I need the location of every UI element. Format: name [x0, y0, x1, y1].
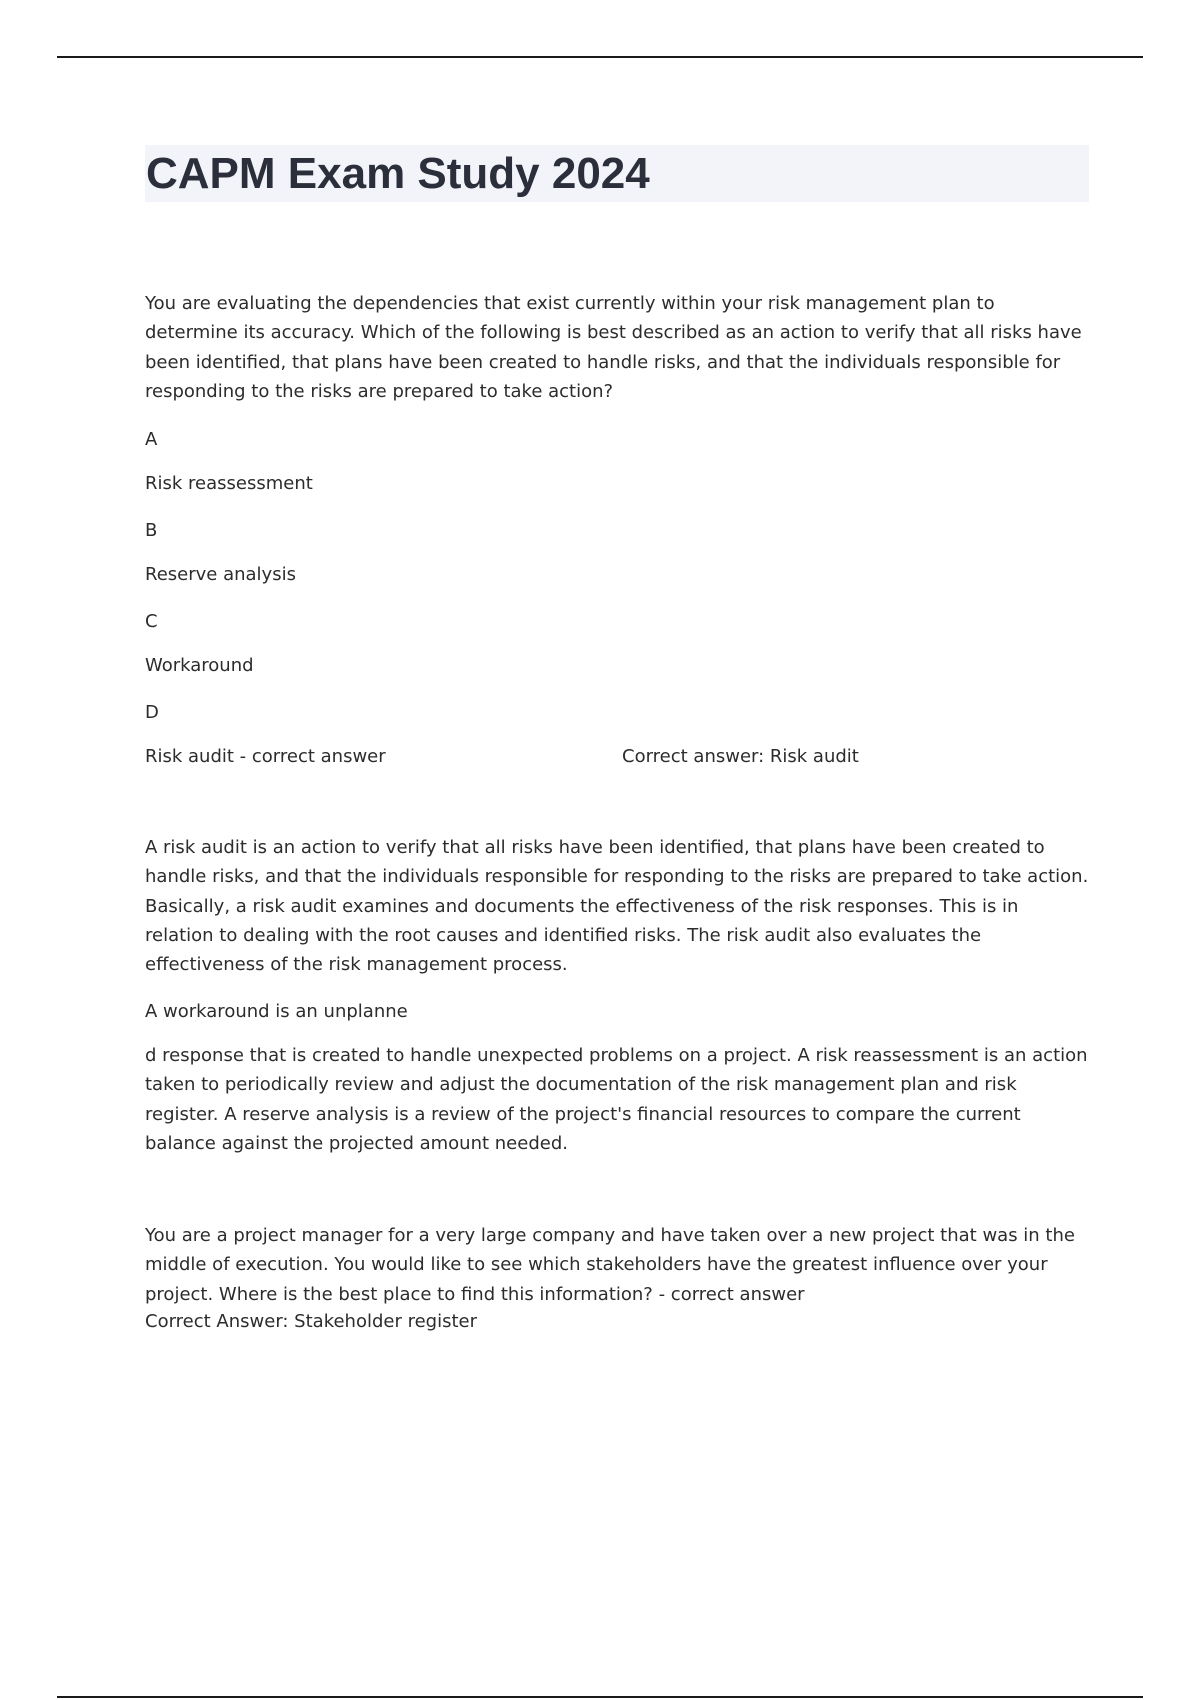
explanation-fragment: A workaround is an unplanne — [145, 1001, 408, 1022]
top-rule — [57, 56, 1143, 58]
option-d-text: Risk audit - correct answer — [145, 746, 386, 767]
correct-answer-label: Correct answer: Risk audit — [622, 746, 859, 767]
bottom-rule — [57, 1696, 1143, 1698]
option-c-letter: C — [145, 611, 158, 632]
option-d-letter: D — [145, 702, 159, 723]
option-a-letter: A — [145, 429, 158, 450]
explanation-paragraph-2: d response that is created to handle unexpected problems on a project. A risk reassessment is an action taken to periodically review and adjust the documentation of the risk management plan and risk register. A reserve analysis is a review of the project's financial resources to compare the current balance against the projected amount needed. — [145, 1045, 1088, 1154]
option-a-text: Risk reassessment — [145, 473, 313, 494]
question-1-text: You are evaluating the dependencies that exist currently within your risk management plan to determine its accuracy. Which of the following is best described as an action to verify that all risks have been identified, that plans have been created to handle risks, and that the individuals responsible for responding to the risks are prepared to take action? — [145, 293, 1082, 402]
option-b-text: Reserve analysis — [145, 564, 296, 585]
question-2-text: You are a project manager for a very large company and have taken over a new project that was in the middle of execution. You would like to see which stakeholders have the greatest influence over your project. Where is the best place to find this information? - correct answer — [145, 1225, 1075, 1305]
explanation-paragraph-1: A risk audit is an action to verify that all risks have been identified, that plans have been created to handle risks, and that the individuals responsible for responding to the risks are prepared to take action. Basically, a risk audit examines and documents the effectiveness of the risk responses. This is in relation to dealing with the root causes and identified risks. The risk audit also evaluates the effectiveness of the risk management process. — [145, 837, 1089, 976]
page-title: CAPM Exam Study 2024 — [146, 149, 650, 198]
question-2-answer: Correct Answer: Stakeholder register — [145, 1311, 478, 1332]
option-b-letter: B — [145, 520, 158, 541]
option-c-text: Workaround — [145, 655, 254, 676]
